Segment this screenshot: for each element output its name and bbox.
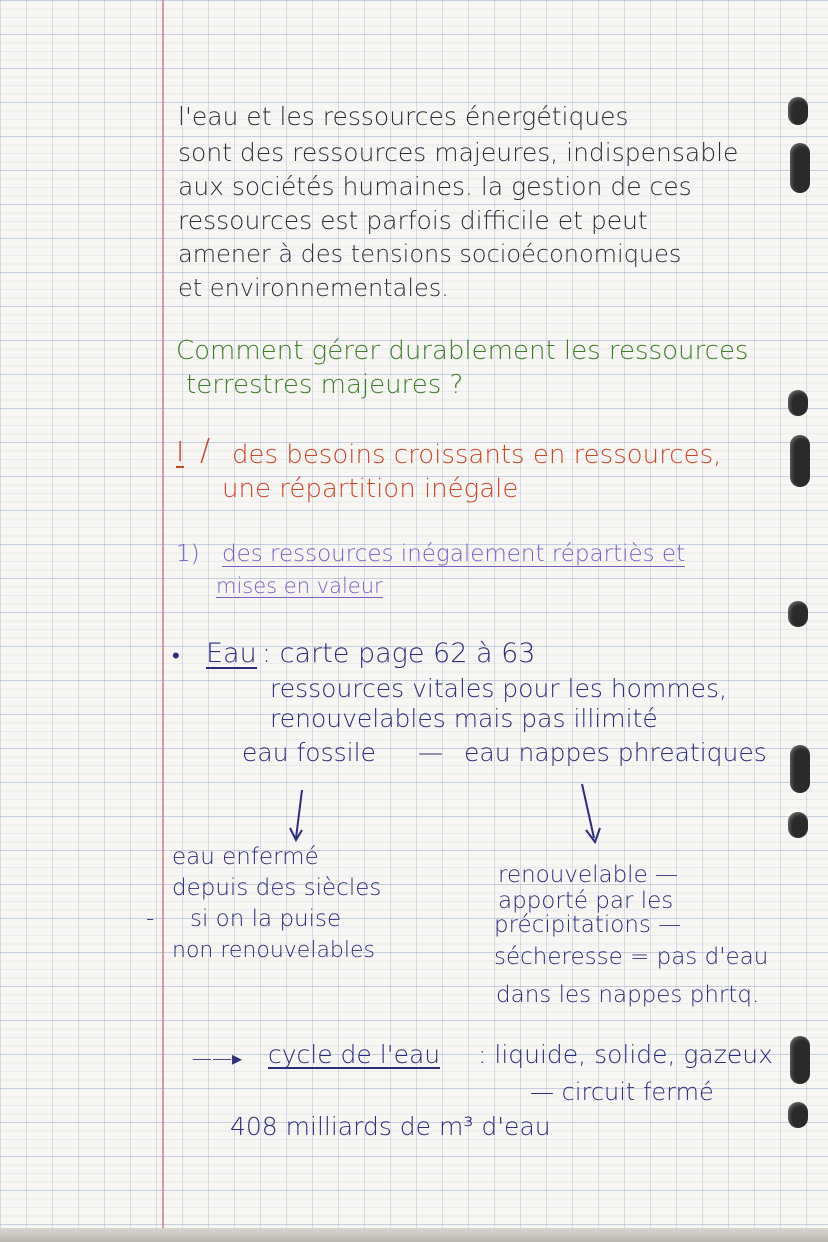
description-line: eau enfermé [172, 844, 319, 870]
arrow-down-icon [582, 784, 594, 838]
fossil-water-label: eau fossile [242, 738, 376, 767]
cycle-closed: — circuit fermé [530, 1078, 714, 1106]
section-title-line: une répartition inégale [222, 474, 519, 504]
description-line: si on la puise [190, 906, 342, 932]
water-line: ressources vitales pour les hommes, [270, 674, 728, 703]
map-reference: : carte page 62 à 63 [262, 638, 536, 669]
bullet: • [172, 644, 180, 669]
dash: — [418, 738, 443, 767]
intro-line: aux sociétés humaines. la gestion de ces [178, 172, 692, 201]
description-line: apporté par les [498, 888, 674, 914]
subsection-title-line: mises en valeur [216, 574, 383, 598]
cycle-states: : liquide, solide, gazeux [478, 1040, 773, 1069]
subsection-title-line: des ressources inégalement répartiès et [222, 541, 686, 567]
description-line: précipitations — [494, 912, 682, 938]
water-line: renouvelables mais pas illimité [270, 704, 658, 733]
intro-line: ressources est parfois difficile et peut [178, 206, 648, 235]
question-line: Comment gérer durablement les ressources [176, 336, 749, 366]
arrow-right-icon: ——▸ [192, 1046, 243, 1070]
intro-line: et environnementales. [178, 274, 449, 302]
description-line: depuis des siècles [172, 875, 382, 901]
description-line: non renouvelables [172, 938, 376, 963]
water-volume: 408 milliards de m³ d'eau [230, 1112, 551, 1141]
subsection-number: 1) [176, 541, 200, 567]
intro-line: l'eau et les ressources énergétiques [178, 102, 629, 131]
description-line: renouvelable — [498, 862, 679, 888]
intro-line: amener à des tensions socioéconomiques [178, 240, 682, 268]
section-title-line: des besoins croissants en ressources, [232, 440, 722, 470]
section-separator: / [200, 433, 211, 468]
aquifer-water-label: eau nappes phreatiques [464, 738, 767, 767]
intro-line: sont des ressources majeures, indispensable [178, 138, 739, 167]
water-label: Eau [206, 638, 257, 669]
question-line: terrestres majeures ? [186, 370, 464, 400]
cycle-label: cycle de l'eau [268, 1040, 441, 1069]
margin-dash: - [146, 906, 155, 932]
description-line: dans les nappes phrtq. [496, 982, 760, 1008]
description-line: sécheresse = pas d'eau [494, 944, 769, 970]
section-number: I [176, 435, 185, 468]
